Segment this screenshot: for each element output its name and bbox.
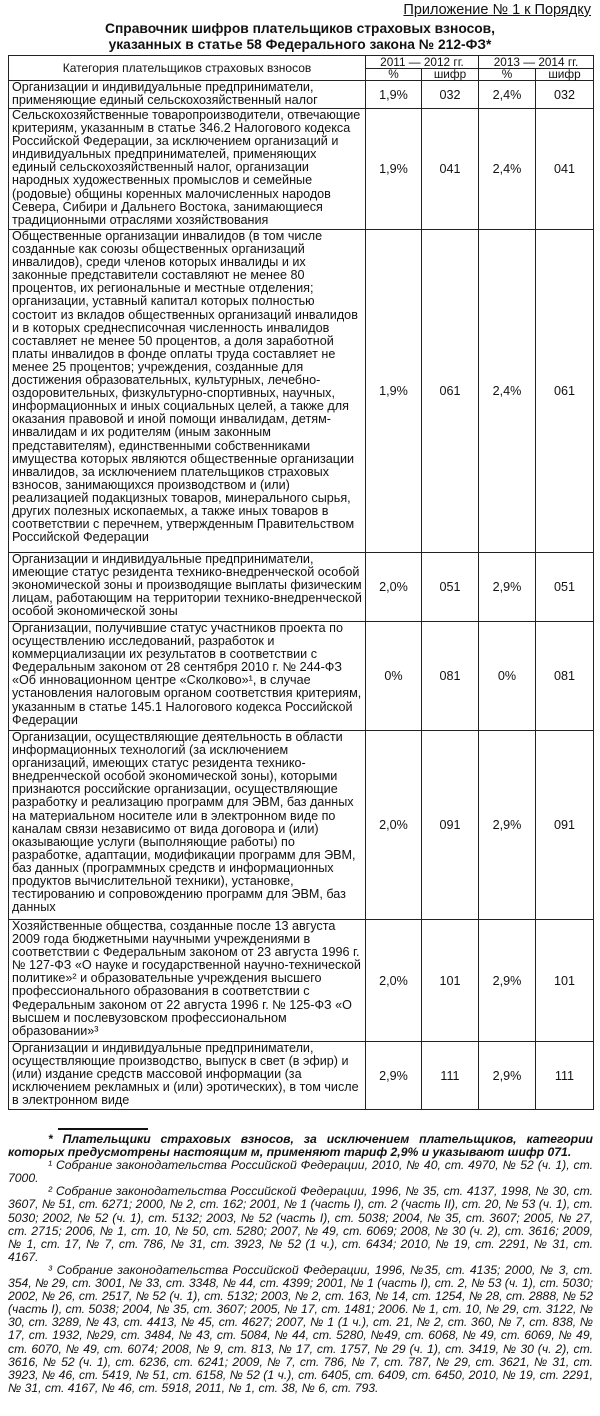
row-category: Сельскохозяйственные товаропроизводители, отвечающие критериям, указанным в статье 346.2 Налогового кодекса Российской Федерации, за исключением организаций и индивидуальных предпринимателей, применяющих единый сельскохозяйственный налог, организации народных художественных промыслов и семейные (родовые) общины коренных малочисленных народов Севера, Сибири и Дальнего Востока, занимающиеся традиционными отраслями хозяйствования bbox=[9, 109, 366, 230]
row-percent-1: 1,9% bbox=[366, 81, 422, 109]
table-row bbox=[9, 230, 594, 553]
header-code-2: шифр bbox=[536, 69, 594, 81]
row-code-2: 081 bbox=[536, 622, 594, 731]
row-percent-2: 2,4% bbox=[479, 81, 536, 109]
header-category: Категория плательщиков страховых взносов bbox=[9, 56, 366, 81]
row-percent-1: 1,9% bbox=[366, 109, 422, 230]
footnote-3: ³ Собрание законодательства Российской Федерации, 1996, №35, ст. 4135; 2000, № 3, ст. 354, № 29, ст. 3001, № 33, ст. 3348, № 44, ст. 4399; 2001, № 1 (часть I), ст. 2, № 53 (ч. 1), ст. 5030; 2002, № 26, ст. 2517, № 52 (ч. 1), ст. 5132; 2003, № 2, ст. 163, № 14, ст. 1254, № 28, ст. 2888, № 52 (часть I), ст. 5038; 2004, № 35, ст. 3607; 2005, № 17, ст. 1481; 2006. № 1, ст. 10, № 29, ст. 3122, № 30, ст. 3289, № 43, ст. 4413, № 45, ст. 4627; 2007, № 1 (1 ч.), ст. 21, № 2, ст. 360, № 7, ст. 838, № 17, ст. 1932, №29, ст. 3484, № 43, ст. 5084, № 44, ст. 5280, №49, ст. 6068, № 49, ст. 6069, № 49, ст. 6070, № 49, ст. 6074; 2008, № 9, ст. 813, № 17, ст. 1757, № 29 (ч. 1), ст. 3419, № 30 (ч. 2), ст. 3616, № 52 (ч. 1), ст. 6236, ст. 6241; 2009, № 7, ст. 786, № 7, ст. 787, № 29, ст. 3621, № 31, ст. 3923, № 46, ст. 5419, № 51, ст. 6158, № 52 (1 ч.), ст. 6405, ст. 6409, ст. 6450, 2010, № 19, ст. 2291, № 31, ст. 4167, № 46, ст. 5918, 2011, № 1, ст. 38, № 6, ст. 793. bbox=[8, 1262, 593, 1395]
row-code-2: 061 bbox=[536, 230, 594, 553]
table-row bbox=[9, 920, 594, 1042]
table-row bbox=[9, 1042, 594, 1110]
row-percent-2: 0% bbox=[479, 622, 536, 731]
row-code-1: 081 bbox=[422, 622, 479, 731]
table-row bbox=[9, 731, 594, 920]
row-code-2: 101 bbox=[536, 920, 594, 1042]
row-code-2: 032 bbox=[536, 81, 594, 109]
row-code-2: 051 bbox=[536, 553, 594, 622]
row-percent-1: 2,0% bbox=[366, 731, 422, 920]
row-code-1: 061 bbox=[422, 230, 479, 553]
row-code-1: 051 bbox=[422, 553, 479, 622]
row-percent-1: 2,9% bbox=[366, 1042, 422, 1110]
row-percent-2: 2,9% bbox=[479, 553, 536, 622]
row-percent-1: 1,9% bbox=[366, 230, 422, 553]
header-percent-2: % bbox=[479, 69, 536, 81]
footnote-divider bbox=[58, 1128, 148, 1130]
footnote-1: ¹ Собрание законодательства Российской Федерации, 2010, № 40, ст. 4970, № 52 (ч. 1), ст. 7000. bbox=[8, 1158, 593, 1186]
row-code-2: 091 bbox=[536, 731, 594, 920]
table-row bbox=[9, 81, 594, 109]
row-percent-1: 0% bbox=[366, 622, 422, 731]
table-row bbox=[9, 109, 594, 230]
appendix-label: Приложение № 1 к Порядку bbox=[403, 2, 591, 18]
row-code-2: 111 bbox=[536, 1042, 594, 1110]
row-code-1: 032 bbox=[422, 81, 479, 109]
row-category: Организации и индивидуальные предприниматели, осуществляющие производство, выпуск в свет (в эфир) и (или) издание средств массовой информации (за исключением рекламных и (или) эротических), в том числе в электронном виде bbox=[9, 1042, 366, 1110]
row-code-1: 101 bbox=[422, 920, 479, 1042]
document-title bbox=[0, 21, 600, 53]
row-category: Организации и индивидуальные предприниматели, применяющие единый сельскохозяйственный налог bbox=[9, 81, 366, 109]
row-code-1: 041 bbox=[422, 109, 479, 230]
row-percent-1: 2,0% bbox=[366, 553, 422, 622]
title-line-1: Справочник шифров плательщиков страховых взносов, bbox=[105, 21, 495, 36]
row-code-1: 111 bbox=[422, 1042, 479, 1110]
row-percent-2: 2,9% bbox=[479, 1042, 536, 1110]
header-period-2: 2013 — 2014 гг. bbox=[479, 56, 594, 69]
row-percent-2: 2,9% bbox=[479, 731, 536, 920]
header-code-1: шифр bbox=[422, 69, 479, 81]
header-period-1: 2011 — 2012 гг. bbox=[366, 56, 479, 69]
footnote-2: ² Собрание законодательства Российской Федерации, 1996, № 35, ст. 4137, 1998, № 30, ст. 3607, № 51, ст. 6271; 2000, № 2, ст. 162; 2001, № 1 (часть I), ст. 2 (часть II), ст. 20, № 53 (ч. 1), ст. 5030; 2002, № 52 (ч. 1), ст. 5132; 2003, № 52 (часть I), ст. 5038; 2004, № 35, ст. 3607; 2005, № 27, ст. 2715; 2006, № 1, ст. 10, № 50, ст. 5280; 2007, № 49, ст. 6069; 2008, № 30 (ч. 2), ст. 3616; 2009, № 1, ст. 17, № 7, ст. 786, № 31, ст. 3923, № 52 (1 ч.), ст. 6434; 2010, № 19, ст. 2291, № 31, ст. 4167. bbox=[8, 1184, 593, 1264]
footnotes bbox=[8, 1128, 593, 1395]
table-row bbox=[9, 622, 594, 731]
row-percent-1: 2,0% bbox=[366, 920, 422, 1042]
row-category: Организации, получившие статус участников проекта по осуществлению исследований, разработок и коммерциализации их результатов в соответствии с Федеральным законом от 28 сентября 2010 г. № 244-ФЗ «Об инновационном центре «Сколково»¹, в случае установления налоговым органом соответствия критериям, указанным в статье 145.1 Налогового кодекса Российской Федерации bbox=[9, 622, 366, 731]
footnote-main: * Плательщики страховых взносов, за исключением плательщиков, категории которых предусмотрены настоящим м, применяют тариф 2,9% и указывают шифр 071. bbox=[8, 1132, 593, 1160]
row-percent-2: 2,4% bbox=[479, 230, 536, 553]
row-code-1: 091 bbox=[422, 731, 479, 920]
row-percent-2: 2,4% bbox=[479, 109, 536, 230]
table-row bbox=[9, 553, 594, 622]
row-category: Хозяйственные общества, созданные после 13 августа 2009 года бюджетными научными учреждениями в соответствии с Федеральным законом от 23 августа 1996 г. № 127-ФЗ «О науке и государственной научно-технической политике»² и образовательные учреждения высшего профессионального образования в соответствии с Федеральным законом от 22 августа 1996 г. № 125-ФЗ «О высшем и послевузовском профессиональном образовании»³ bbox=[9, 920, 366, 1042]
row-category: Общественные организации инвалидов (в том числе созданные как союзы общественных организаций инвалидов), среди членов которых инвалиды и их законные представители составляют не менее 80 процентов, их региональные и местные отделения; организации, уставный капитал которых полностью состоит из вкладов общественных организаций инвалидов и в которых среднесписочная численность инвалидов составляет не менее 50 процентов, а доля заработной платы инвалидов в фонде оплаты труда составляет не менее 25 процентов; учреждения, созданные для достижения образовательных, культурных, лечебно-оздоровительных, физкультурно-спортивных, научных, информационных и иных социальных целей, а также для оказания правовой и иной помощи инвалидам, детям-инвалидам и их родителям (иным законным представителям), единственными собственниками имущества которых являются общественные организации инвалидов, за исключением плательщиков страховых взносов, занимающихся производством и (или) реализацией подакцизных товаров, минерального сырья, других полезных ископаемых, а также иных товаров в соответствии с перечнем, утвержденным Правительством Российской Федерации bbox=[9, 230, 366, 553]
header-percent-1: % bbox=[366, 69, 422, 81]
row-percent-2: 2,9% bbox=[479, 920, 536, 1042]
row-category: Организации, осуществляющие деятельность в области информационных технологий (за исключением организаций, имеющих статус резидента технико-внедренческой особой экономической зоны), которыми признаются российские организации, осуществляющие разработку и реализацию программ для ЭВМ, баз данных на материальном носителе или в электронном виде по каналам связи независимо от вида договора и (или) оказывающие услуги (выполняющие работы) по разработке, адаптации, модификации программ для ЭВМ, баз данных (программных средств и информационных продуктов вычислительной техники), установке, тестированию и сопровождению программ для ЭВМ, баз данных bbox=[9, 731, 366, 920]
row-category: Организации и индивидуальные предприниматели, имеющие статус резидента технико-внедренческой особой экономической зоны и производящие выплаты физическим лицам, работающим на территории технико-внедренческой особой экономической зоны bbox=[9, 553, 366, 622]
payer-codes-table bbox=[8, 55, 594, 1110]
title-line-2: указанных в статье 58 Федерального закона № 212-ФЗ* bbox=[108, 37, 492, 52]
row-code-2: 041 bbox=[536, 109, 594, 230]
